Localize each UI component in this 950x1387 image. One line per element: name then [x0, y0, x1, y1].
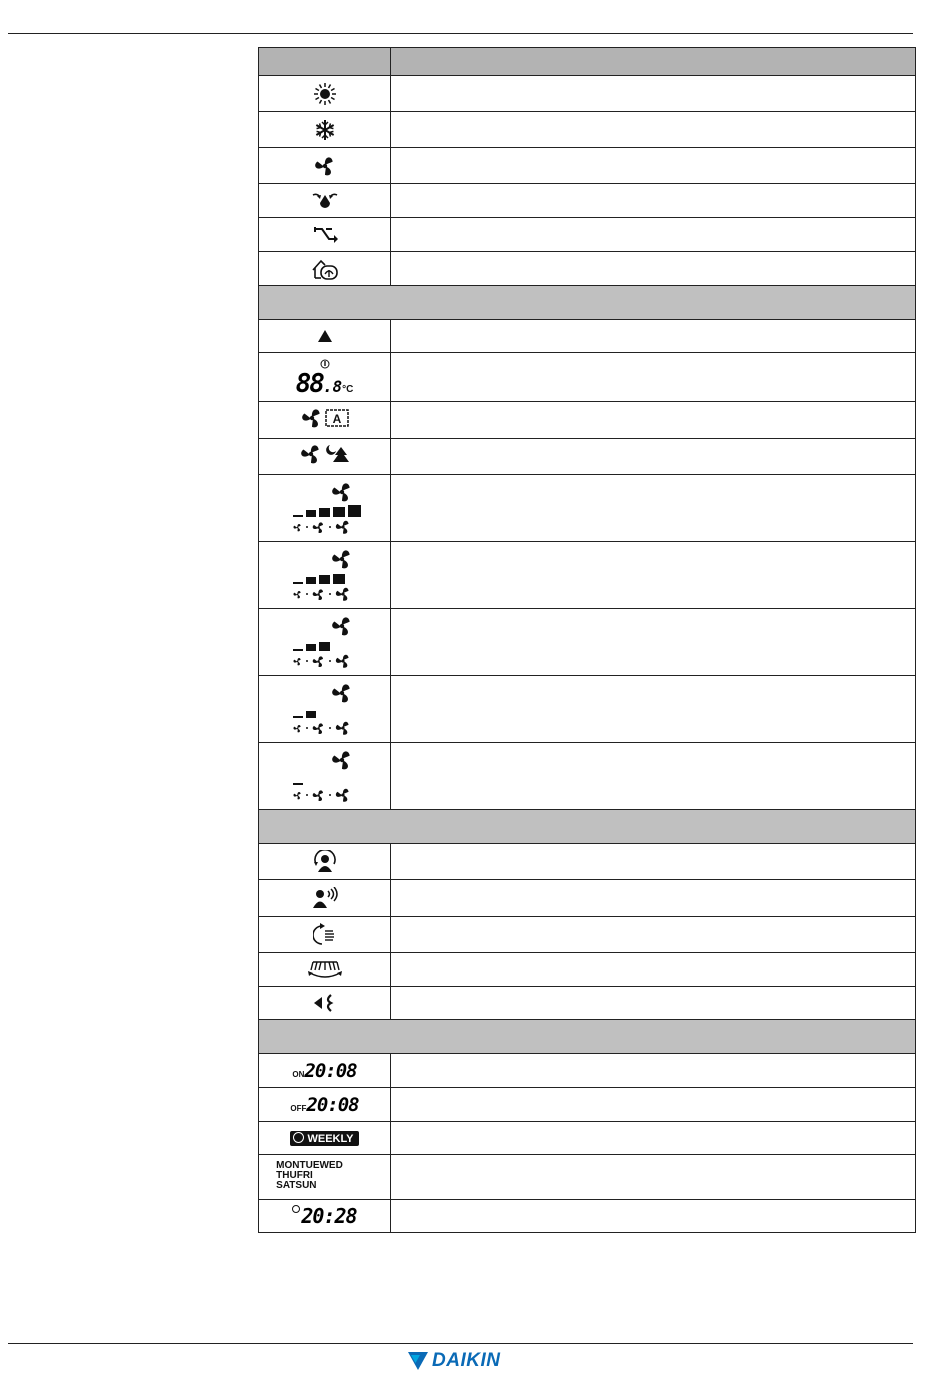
fan-only-icon	[259, 155, 390, 177]
days-of-week-icon: MONTUEWED THUFRI SATSUN	[276, 1160, 343, 1191]
bottom-rule	[8, 1343, 913, 1344]
description-cell	[391, 184, 916, 218]
description-cell	[391, 987, 916, 1020]
header-cell-icon	[259, 48, 391, 76]
description-cell	[391, 439, 916, 475]
fan-speed-4-icon	[259, 548, 390, 602]
dehumidify-icon	[259, 191, 390, 211]
table-row	[259, 184, 916, 218]
table-row	[259, 743, 916, 810]
table-row	[259, 880, 916, 917]
off-timer-icon: OFF20:08	[290, 1093, 359, 1116]
swing-louver-icon	[259, 923, 390, 947]
description-cell	[391, 1122, 916, 1155]
table-row	[259, 439, 916, 475]
section-row	[259, 286, 916, 320]
description-cell	[391, 76, 916, 112]
table-row	[259, 148, 916, 184]
brand-logo	[408, 1350, 500, 1372]
description-cell	[391, 252, 916, 286]
person-sensing-icon	[259, 887, 390, 909]
daikin-logo-icon	[408, 1352, 428, 1370]
description-cell	[391, 743, 916, 810]
table-row	[259, 320, 916, 353]
section-row	[259, 1020, 916, 1054]
description-cell	[391, 148, 916, 184]
table-row	[259, 1054, 916, 1088]
svg-text:A: A	[332, 411, 341, 426]
sun-heating-icon	[259, 82, 390, 106]
fan-auto-icon	[259, 407, 390, 434]
auto-changeover-icon	[259, 225, 390, 245]
table-row	[259, 609, 916, 676]
section-row	[259, 810, 916, 844]
table-row	[259, 353, 916, 402]
table-row	[259, 402, 916, 439]
table-row	[259, 1200, 916, 1233]
fan-speed-5-icon	[259, 481, 390, 535]
table-row	[259, 987, 916, 1020]
brand-name: DAIKIN	[432, 1350, 501, 1371]
thermometer-mark-icon	[320, 359, 330, 369]
table-row	[259, 1122, 916, 1155]
table-row	[259, 218, 916, 252]
description-cell	[391, 844, 916, 880]
fan-speed-3-icon	[259, 615, 390, 669]
person-airflow-icon	[259, 850, 390, 874]
temperature-display-icon: 88.8°C	[259, 356, 390, 399]
table-row	[259, 112, 916, 148]
fan-speed-2-icon	[259, 682, 390, 736]
table-row	[259, 953, 916, 987]
description-cell	[391, 676, 916, 743]
triangle-up-icon	[259, 330, 390, 342]
fan-speed-1-icon	[259, 749, 390, 803]
table-row	[259, 252, 916, 286]
wide-swing-icon	[259, 959, 390, 981]
description-cell	[391, 320, 916, 353]
description-cell	[391, 112, 916, 148]
header-cell-description	[391, 48, 916, 76]
description-cell	[391, 1200, 916, 1233]
table-row	[259, 844, 916, 880]
description-cell	[391, 542, 916, 609]
icon-table	[258, 47, 916, 1233]
description-cell	[391, 609, 916, 676]
table-row	[259, 542, 916, 609]
table-row	[259, 76, 916, 112]
draft-prevention-icon	[259, 994, 390, 1012]
section-cell	[259, 810, 916, 844]
ventilation-house-icon	[259, 258, 390, 280]
weekly-timer-icon: WEEKLY	[259, 1129, 390, 1147]
clock-time-icon: 20:28	[259, 1204, 390, 1228]
table-row	[259, 917, 916, 953]
description-cell	[391, 953, 916, 987]
description-cell	[391, 917, 916, 953]
table-row	[259, 1088, 916, 1122]
description-cell	[391, 218, 916, 252]
description-cell	[391, 353, 916, 402]
section-cell	[259, 1020, 916, 1054]
top-rule	[8, 33, 913, 34]
table-row	[259, 475, 916, 542]
description-cell	[391, 402, 916, 439]
description-cell	[391, 880, 916, 917]
fan-quiet-night-icon	[259, 443, 390, 470]
on-timer-icon: ON20:08	[292, 1059, 357, 1082]
table-header-row	[259, 48, 916, 76]
table-row	[259, 676, 916, 743]
description-cell	[391, 475, 916, 542]
table-row	[259, 1155, 916, 1200]
snowflake-cooling-icon	[259, 119, 390, 141]
section-cell	[259, 286, 916, 320]
description-cell	[391, 1155, 916, 1200]
description-cell	[391, 1054, 916, 1088]
description-cell	[391, 1088, 916, 1122]
